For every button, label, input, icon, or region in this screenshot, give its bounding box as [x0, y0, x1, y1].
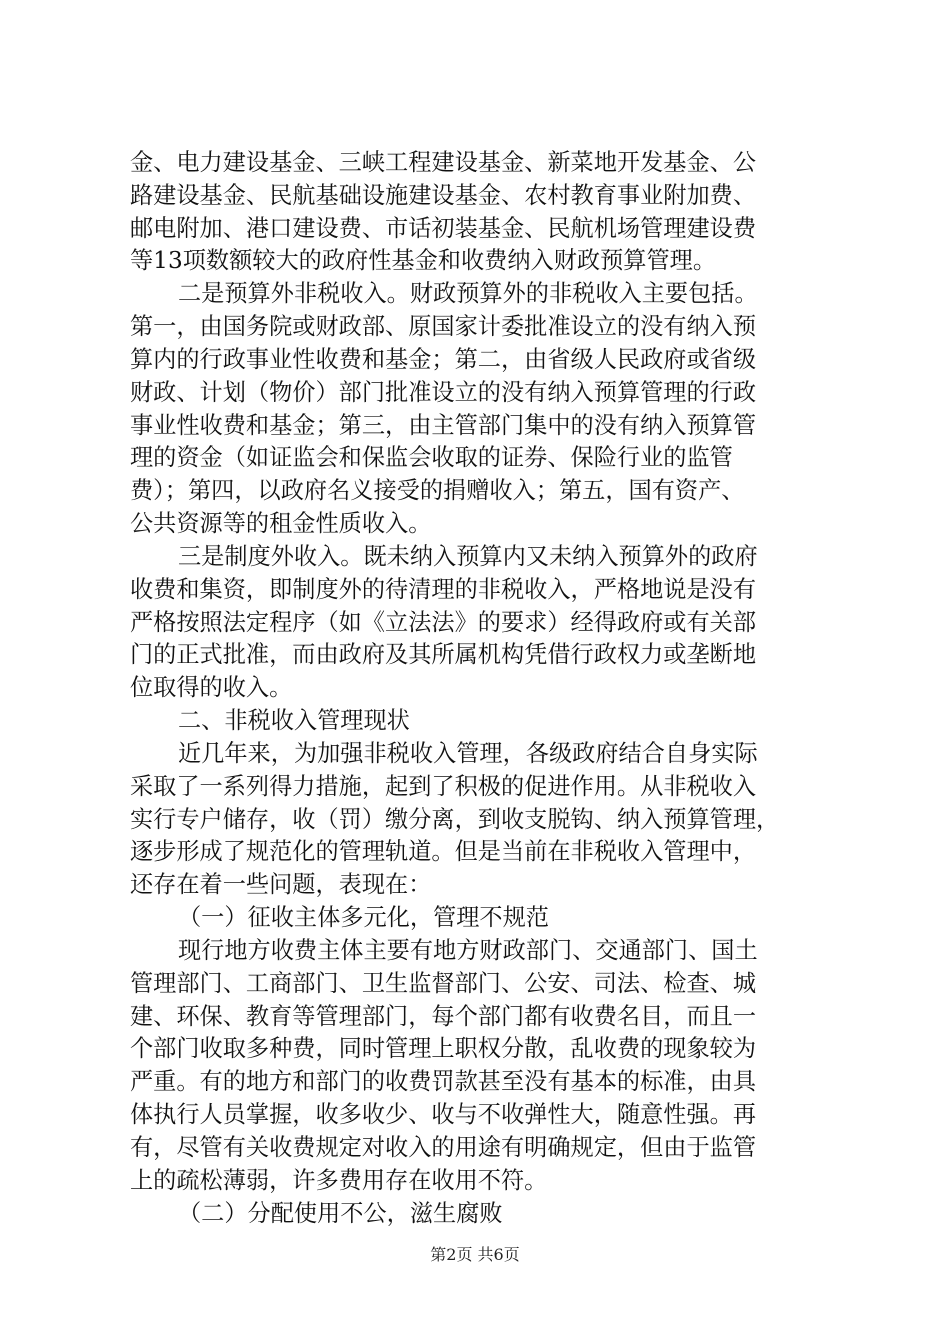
- text-line: 建、环保、教育等管理部门，每个部门都有收费名目，而且一: [130, 1003, 757, 1030]
- text-line: 金、电力建设基金、三峡工程建设基金、新菜地开发基金、公: [130, 149, 757, 176]
- text-line: 路建设基金、民航基础设施建设基金、农村教育事业附加费、: [130, 182, 757, 209]
- page-number-footer: 第2页 共6页: [430, 1245, 520, 1264]
- text-line: 财政、计划（物价）部门批准设立的没有纳入预算管理的行政: [130, 379, 757, 406]
- text-line: 上的疏松薄弱，许多费用存在收用不符。: [130, 1167, 548, 1194]
- text-line: 理的资金（如证监会和保监会收取的证券、保险行业的监管: [130, 444, 733, 471]
- section-heading: 二、非税收入管理现状: [178, 707, 410, 734]
- text-line: 逐步形成了规范化的管理轨道。但是当前在非税收入管理中，: [130, 838, 757, 865]
- text-line: 严重。有的地方和部门的收费罚款甚至没有基本的标准，由具: [130, 1068, 757, 1095]
- text-line: 位取得的收入。: [130, 674, 293, 701]
- text-line: 等13项数额较大的政府性基金和收费纳入财政预算管理。: [130, 247, 717, 274]
- text-line: 第一，由国务院或财政部、原国家计委批准设立的没有纳入预: [130, 313, 757, 340]
- text-line: 有，尽管有关收费规定对收入的用途有明确规定，但由于监管: [130, 1134, 757, 1161]
- text-line: 体执行人员掌握，收多收少、收与不收弹性大，随意性强。再: [130, 1101, 757, 1128]
- text-line: 实行专户储存，收（罚）缴分离，到收支脱钩、纳入预算管理，: [130, 806, 780, 833]
- text-line: 近几年来，为加强非税收入管理，各级政府结合自身实际: [178, 740, 758, 767]
- text-line: 算内的行政事业性收费和基金；第二，由省级人民政府或省级: [130, 346, 757, 373]
- text-line: 现行地方收费主体主要有地方财政部门、交通部门、国土: [178, 937, 758, 964]
- subsection-heading: （二）分配使用不公，滋生腐败: [178, 1200, 503, 1227]
- text-line: 公共资源等的租金性质收入。: [130, 510, 432, 537]
- text-line: 二是预算外非税收入。财政预算外的非税收入主要包括。: [178, 280, 758, 307]
- text-line: 严格按照法定程序（如《立法法》的要求）经得政府或有关部: [130, 609, 757, 636]
- text-line: 收费和集资，即制度外的待清理的非税收入，严格地说是没有: [130, 576, 757, 603]
- text-line: 事业性收费和基金；第三，由主管部门集中的没有纳入预算管: [130, 412, 757, 439]
- text-line: 采取了一系列得力措施，起到了积极的促进作用。从非税收入: [130, 773, 757, 800]
- subsection-heading: （一）征收主体多元化，管理不规范: [178, 904, 549, 931]
- text-line: 个部门收取多种费，同时管理上职权分散，乱收费的现象较为: [130, 1035, 757, 1062]
- text-line: 门的正式批准，而由政府及其所属机构凭借行政权力或垄断地: [130, 641, 757, 668]
- text-line: 邮电附加、港口建设费、市话初装基金、民航机场管理建设费: [130, 215, 757, 242]
- text-line: 还存在着一些问题，表现在：: [130, 871, 432, 898]
- text-line: 三是制度外收入。既未纳入预算内又未纳入预算外的政府: [178, 543, 758, 570]
- text-line: 费）；第四，以政府名义接受的捐赠收入；第五，国有资产、: [130, 477, 745, 504]
- text-line: 管理部门、工商部门、卫生监督部门、公安、司法、检查、城: [130, 970, 757, 997]
